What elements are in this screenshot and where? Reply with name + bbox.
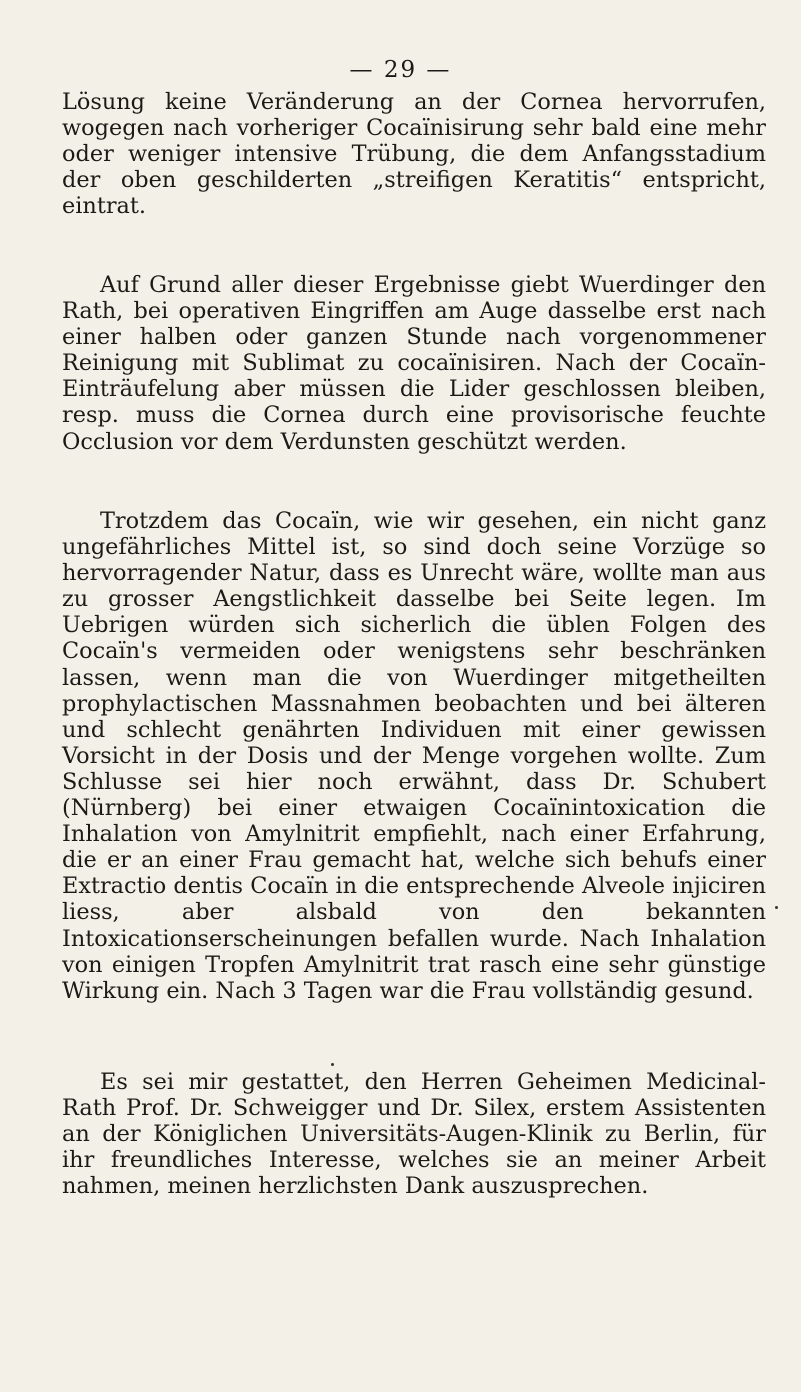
paragraph-text: Trotzdem das Cocaïn, wie wir gesehen, ein nicht ganz ungefährliches Mittel ist, so sind doch seine Vorzüge so hervorragender Natur, dass es Unrecht wäre, wollte man aus zu grosser Aengstlichkeit dasselbe bei Seite legen. Im Uebrigen würden sich sicherlich die üblen Folgen des Cocaïn's vermeiden oder wenigstens sehr beschränken lassen, wenn man die von Wuerdinger mitgetheilten prophylactischen Massnahmen beobachten und bei älteren und schlecht genährten Individuen mit einer gewissen Vorsicht in der Dosis und der Menge vorgehen wollte. Zum Schlusse sei hier noch erwähnt, dass Dr. Schubert (Nürnberg) bei einer etwaigen Cocaïnintoxication die Inhalation von Amylnitrit empfiehlt, nach einer Erfahrung, die er an einer Frau gemacht hat, welche sich behufs einer Extractio dentis Cocaïn in die entsprechende Alveole injiciren liess, aber alsbald von den bekannten Intoxicationserscheinungen befallen wurde. Nach Inhalation von einigen Tropfen Amylnitrit trat rasch eine sehr günstige Wirkung ein. Nach 3 Tagen war die Frau vollständig gesund. <box>62 508 766 1004</box>
ink-speck <box>331 1063 334 1066</box>
ink-speck <box>775 906 778 909</box>
paragraph-4 <box>62 1069 766 1199</box>
paragraph-3 <box>62 508 766 1004</box>
paragraph-2 <box>62 272 766 455</box>
paragraph-1 <box>62 89 766 219</box>
paragraph-text: Lösung keine Veränderung an der Cornea hervorrufen, wogegen nach vorheriger Cocaïnisirung sehr bald eine mehr oder weniger intensive Trübung, die dem Anfangsstadium der oben geschilderten „streifigen Keratitis“ entspricht, eintrat. <box>62 89 766 220</box>
page-number: — 29 — <box>349 57 452 83</box>
paragraph-text: Es sei mir gestattet, den Herren Geheimen Medicinal-Rath Prof. Dr. Schweigger und Dr. Silex, erstem Assistenten an der Königlichen Universitäts-Augen-Klinik zu Berlin, für ihr freundliches Interesse, welches sie an meiner Arbeit nahmen, meinen herzlichsten Dank auszusprechen. <box>62 1069 766 1200</box>
paragraph-text: Auf Grund aller dieser Ergebnisse giebt Wuerdinger den Rath, bei operativen Eingriffen am Auge dasselbe erst nach einer halben oder ganzen Stunde nach vorgenommener Reinigung mit Sublimat zu cocaïnisiren. Nach der Cocaïn-Einträufelung aber müssen die Lider geschlossen bleiben, resp. muss die Cornea durch eine provisorische feuchte Occlusion vor dem Verdunsten geschützt werden. <box>62 272 766 455</box>
